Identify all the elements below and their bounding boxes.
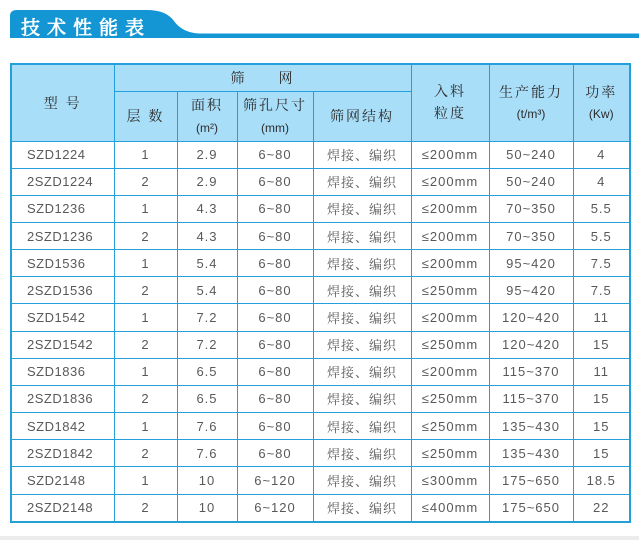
header-structure: 筛网结构 (313, 91, 411, 141)
cell-area: 7.2 (177, 331, 237, 358)
header-feed-size-line1: 入料 (434, 83, 466, 100)
cell-area: 10 (177, 494, 237, 522)
cell-mesh-size: 6~80 (237, 304, 313, 331)
cell-mesh-size: 6~80 (237, 413, 313, 440)
cell-feed-size: ≤200mm (411, 250, 489, 277)
cell-feed-size: ≤200mm (411, 222, 489, 249)
cell-mesh-size: 6~80 (237, 440, 313, 467)
bottom-divider (0, 536, 639, 540)
cell-structure: 焊接、编织 (313, 467, 411, 494)
cell-structure: 焊接、编织 (313, 250, 411, 277)
cell-area: 4.3 (177, 195, 237, 222)
cell-structure: 焊接、编织 (313, 168, 411, 195)
cell-capacity: 115~370 (489, 358, 573, 385)
cell-mesh-size: 6~120 (237, 494, 313, 522)
cell-power: 5.5 (573, 195, 630, 222)
page-title: 技术性能表 (21, 18, 152, 39)
cell-layers: 1 (114, 413, 177, 440)
table-row (11, 385, 630, 412)
cell-model: 2SZD1842 (11, 440, 114, 467)
header-mesh-size-unit: (mm) (261, 120, 289, 135)
cell-mesh-size: 6~120 (237, 467, 313, 494)
cell-mesh-size: 6~80 (237, 168, 313, 195)
cell-mesh-size: 6~80 (237, 195, 313, 222)
header-capacity (489, 64, 573, 141)
cell-structure: 焊接、编织 (313, 195, 411, 222)
cell-power: 15 (573, 440, 630, 467)
cell-model: SZD2148 (11, 467, 114, 494)
cell-capacity: 135~430 (489, 413, 573, 440)
table-row (11, 195, 630, 222)
cell-layers: 1 (114, 467, 177, 494)
cell-capacity: 50~240 (489, 141, 573, 168)
table-row (11, 331, 630, 358)
header-model: 型 号 (11, 64, 114, 141)
cell-structure: 焊接、编织 (313, 385, 411, 412)
cell-power: 11 (573, 358, 630, 385)
cell-power: 22 (573, 494, 630, 522)
cell-capacity: 135~430 (489, 440, 573, 467)
cell-model: SZD1236 (11, 195, 114, 222)
cell-capacity: 175~650 (489, 467, 573, 494)
header-area-unit: (m²) (196, 120, 218, 135)
table-row (11, 168, 630, 195)
table-body (11, 141, 630, 522)
cell-model: 2SZD1236 (11, 222, 114, 249)
cell-capacity: 95~420 (489, 250, 573, 277)
cell-model: 2SZD2148 (11, 494, 114, 522)
cell-mesh-size: 6~80 (237, 385, 313, 412)
table-row (11, 358, 630, 385)
cell-area: 2.9 (177, 141, 237, 168)
table-row (11, 467, 630, 494)
cell-layers: 2 (114, 385, 177, 412)
spec-table (10, 63, 631, 523)
header-capacity-unit: (t/m³) (516, 107, 546, 122)
table-row (11, 250, 630, 277)
header-area (177, 91, 237, 141)
header-screen-group: 筛 网 (114, 64, 411, 91)
cell-layers: 1 (114, 141, 177, 168)
cell-power: 15 (573, 385, 630, 412)
header-power (573, 64, 630, 141)
cell-power: 5.5 (573, 222, 630, 249)
cell-feed-size: ≤250mm (411, 440, 489, 467)
header-mesh-size-label: 筛孔尺寸 (243, 96, 307, 113)
cell-model: SZD1224 (11, 141, 114, 168)
cell-model: SZD1842 (11, 413, 114, 440)
table-row (11, 413, 630, 440)
cell-area: 4.3 (177, 222, 237, 249)
cell-feed-size: ≤250mm (411, 277, 489, 304)
cell-layers: 2 (114, 440, 177, 467)
table-header (11, 64, 630, 141)
cell-mesh-size: 6~80 (237, 141, 313, 168)
cell-capacity: 50~240 (489, 168, 573, 195)
header-feed-size (411, 64, 489, 141)
cell-capacity: 95~420 (489, 277, 573, 304)
cell-feed-size: ≤250mm (411, 331, 489, 358)
cell-layers: 2 (114, 331, 177, 358)
table-row (11, 222, 630, 249)
cell-feed-size: ≤200mm (411, 141, 489, 168)
cell-feed-size: ≤200mm (411, 358, 489, 385)
cell-layers: 2 (114, 168, 177, 195)
header-power-label: 功率 (585, 83, 618, 100)
cell-area: 6.5 (177, 358, 237, 385)
cell-area: 7.2 (177, 304, 237, 331)
cell-layers: 1 (114, 195, 177, 222)
cell-capacity: 70~350 (489, 222, 573, 249)
header-power-unit: (Kw) (588, 107, 614, 122)
cell-feed-size: ≤250mm (411, 413, 489, 440)
cell-model: SZD1836 (11, 358, 114, 385)
cell-layers: 2 (114, 277, 177, 304)
cell-area: 6.5 (177, 385, 237, 412)
cell-feed-size: ≤200mm (411, 304, 489, 331)
cell-mesh-size: 6~80 (237, 222, 313, 249)
cell-feed-size: ≤200mm (411, 195, 489, 222)
cell-model: SZD1542 (11, 304, 114, 331)
cell-capacity: 175~650 (489, 494, 573, 522)
cell-area: 10 (177, 467, 237, 494)
cell-power: 15 (573, 413, 630, 440)
cell-structure: 焊接、编织 (313, 358, 411, 385)
cell-area: 7.6 (177, 413, 237, 440)
cell-capacity: 120~420 (489, 331, 573, 358)
cell-power: 4 (573, 141, 630, 168)
table-row (11, 440, 630, 467)
cell-mesh-size: 6~80 (237, 358, 313, 385)
cell-mesh-size: 6~80 (237, 277, 313, 304)
header-feed-size-line2: 粒度 (434, 104, 466, 121)
cell-structure: 焊接、编织 (313, 304, 411, 331)
spec-table-container (10, 63, 631, 523)
table-row (11, 277, 630, 304)
cell-area: 7.6 (177, 440, 237, 467)
header-capacity-label: 生产能力 (499, 83, 563, 100)
page-header (0, 0, 639, 46)
cell-feed-size: ≤250mm (411, 385, 489, 412)
header-area-label: 面积 (191, 96, 223, 113)
cell-model: 2SZD1536 (11, 277, 114, 304)
cell-area: 2.9 (177, 168, 237, 195)
cell-power: 7.5 (573, 277, 630, 304)
cell-structure: 焊接、编织 (313, 413, 411, 440)
header-layers: 层 数 (114, 91, 177, 141)
cell-layers: 1 (114, 304, 177, 331)
cell-structure: 焊接、编织 (313, 440, 411, 467)
cell-model: 2SZD1836 (11, 385, 114, 412)
cell-area: 5.4 (177, 277, 237, 304)
cell-model: SZD1536 (11, 250, 114, 277)
cell-power: 7.5 (573, 250, 630, 277)
cell-layers: 2 (114, 222, 177, 249)
cell-feed-size: ≤200mm (411, 168, 489, 195)
header-mesh-size (237, 91, 313, 141)
cell-mesh-size: 6~80 (237, 250, 313, 277)
cell-model: 2SZD1542 (11, 331, 114, 358)
cell-capacity: 70~350 (489, 195, 573, 222)
cell-structure: 焊接、编织 (313, 277, 411, 304)
table-row (11, 494, 630, 522)
table-row (11, 304, 630, 331)
cell-feed-size: ≤300mm (411, 467, 489, 494)
cell-power: 4 (573, 168, 630, 195)
cell-power: 11 (573, 304, 630, 331)
cell-structure: 焊接、编织 (313, 141, 411, 168)
cell-structure: 焊接、编织 (313, 222, 411, 249)
cell-structure: 焊接、编织 (313, 494, 411, 522)
table-row (11, 141, 630, 168)
cell-area: 5.4 (177, 250, 237, 277)
cell-structure: 焊接、编织 (313, 331, 411, 358)
cell-capacity: 115~370 (489, 385, 573, 412)
cell-feed-size: ≤400mm (411, 494, 489, 522)
cell-layers: 2 (114, 494, 177, 522)
cell-layers: 1 (114, 250, 177, 277)
cell-capacity: 120~420 (489, 304, 573, 331)
cell-mesh-size: 6~80 (237, 331, 313, 358)
cell-layers: 1 (114, 358, 177, 385)
cell-power: 15 (573, 331, 630, 358)
cell-power: 18.5 (573, 467, 630, 494)
cell-model: 2SZD1224 (11, 168, 114, 195)
